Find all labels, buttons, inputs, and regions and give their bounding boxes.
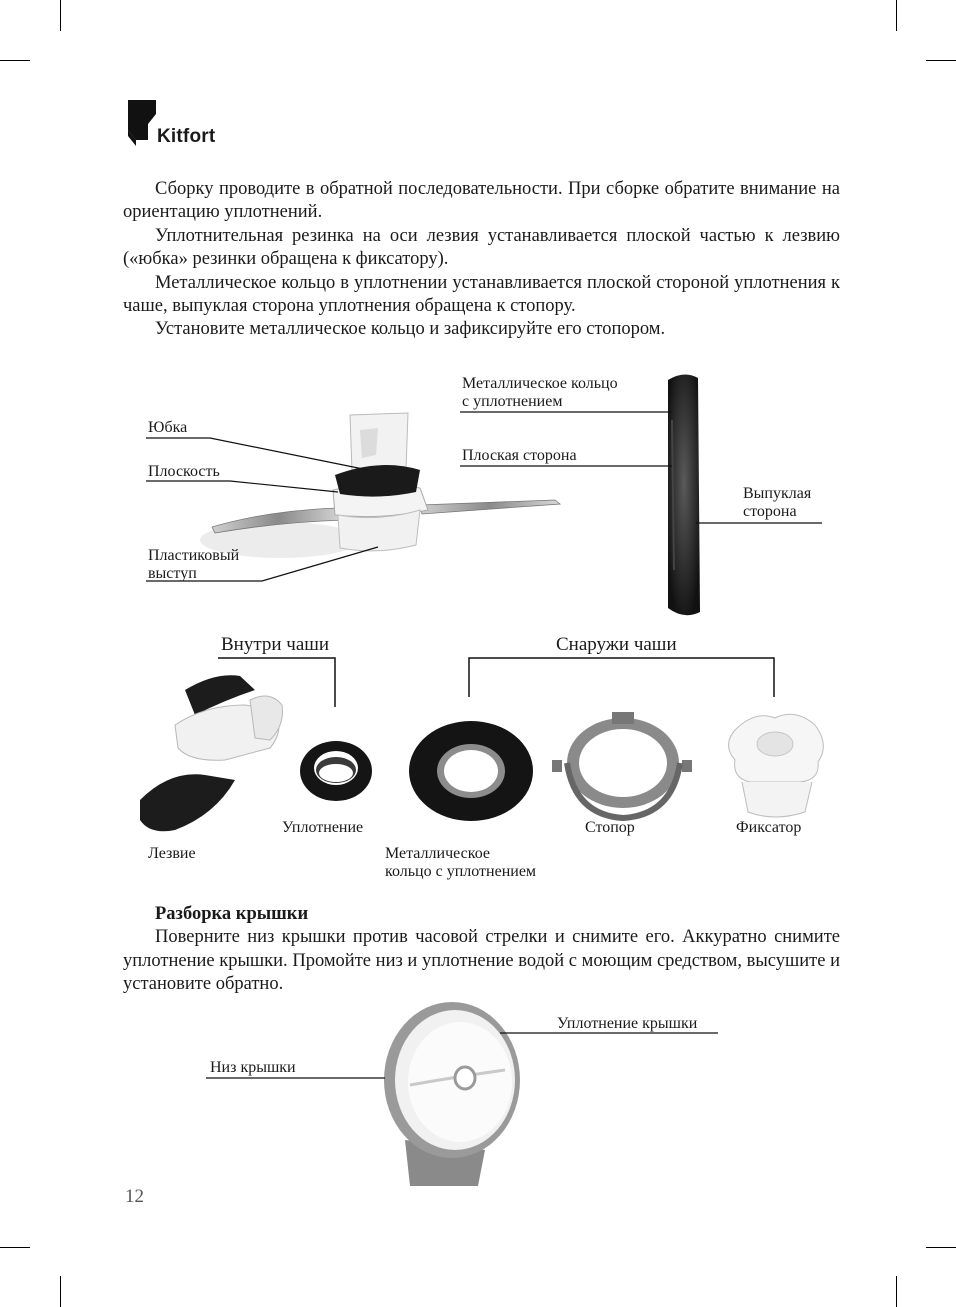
label-convex-side-line1: Выпуклая [743,485,812,502]
intro-paragraph: Установите металлическое кольцо и зафиксируйте его стопором. [155,319,666,340]
label-metal-ring-line1: Металлическое кольцо [462,375,618,392]
label-metal-ring-line2: с уплотнением [462,393,563,410]
label-flat-side: Плоская сторона [462,447,577,464]
section-title: Разборка крышки [155,904,309,924]
page-number: 12 [125,1186,144,1207]
label-plastic-protrusion-line1: Пластиковый [148,547,240,564]
group-inside-bowl: Внутри чаши [221,634,330,655]
intro-paragraph: Уплотнительная резинка на оси лезвия устанавливается плоской частью к лезвию («юбка» резинки обращена к фиксатору). [123,225,840,270]
brand-name: Kitfort [157,126,216,147]
label-skirt: Юбка [148,419,188,436]
intro-paragraph: Металлическое кольцо в уплотнении устанавливается плоской стороной уплотнения к чаше, выпуклая сторона уплотнения обращена к стопору. [123,272,840,317]
label-stopper: Стопор [585,819,635,836]
intro-paragraph: Сборку проводите в обратной последовательности. При сборке обратите внимание на ориентацию уплотнений. [123,179,840,223]
crop-mark-bottom-right-h [926,1247,956,1248]
lid-center-hub [455,1067,475,1089]
label-lid-bottom: Низ крышки [210,1059,296,1076]
label-lid-seal: Уплотнение крышки [557,1015,698,1032]
label-seal: Уплотнение [282,819,364,836]
crop-mark-bottom-right-v [896,1276,897,1307]
label-plastic-protrusion-line2: выступ [148,565,197,582]
group-outside-bowl: Снаружи чаши [556,634,677,655]
section-text: Поверните низ крышки против часовой стрелки и снимите его. Аккуратно снимите уплотнение крышки. Промойте низ и уплотнение водой с моющим средством, высушите и установите обратно. [123,927,840,995]
label-blade: Лезвие [148,845,196,862]
crop-mark-bottom-left-v [60,1276,61,1307]
crop-mark-bottom-left-h [0,1247,30,1248]
label-ring-with-seal-line2: кольцо с уплотнением [385,863,537,880]
label-fixer: Фиксатор [736,819,802,836]
label-flat-plane: Плоскость [148,463,220,480]
label-ring-with-seal-line1: Металлическое [385,845,490,862]
label-convex-side-line2: сторона [743,503,797,520]
